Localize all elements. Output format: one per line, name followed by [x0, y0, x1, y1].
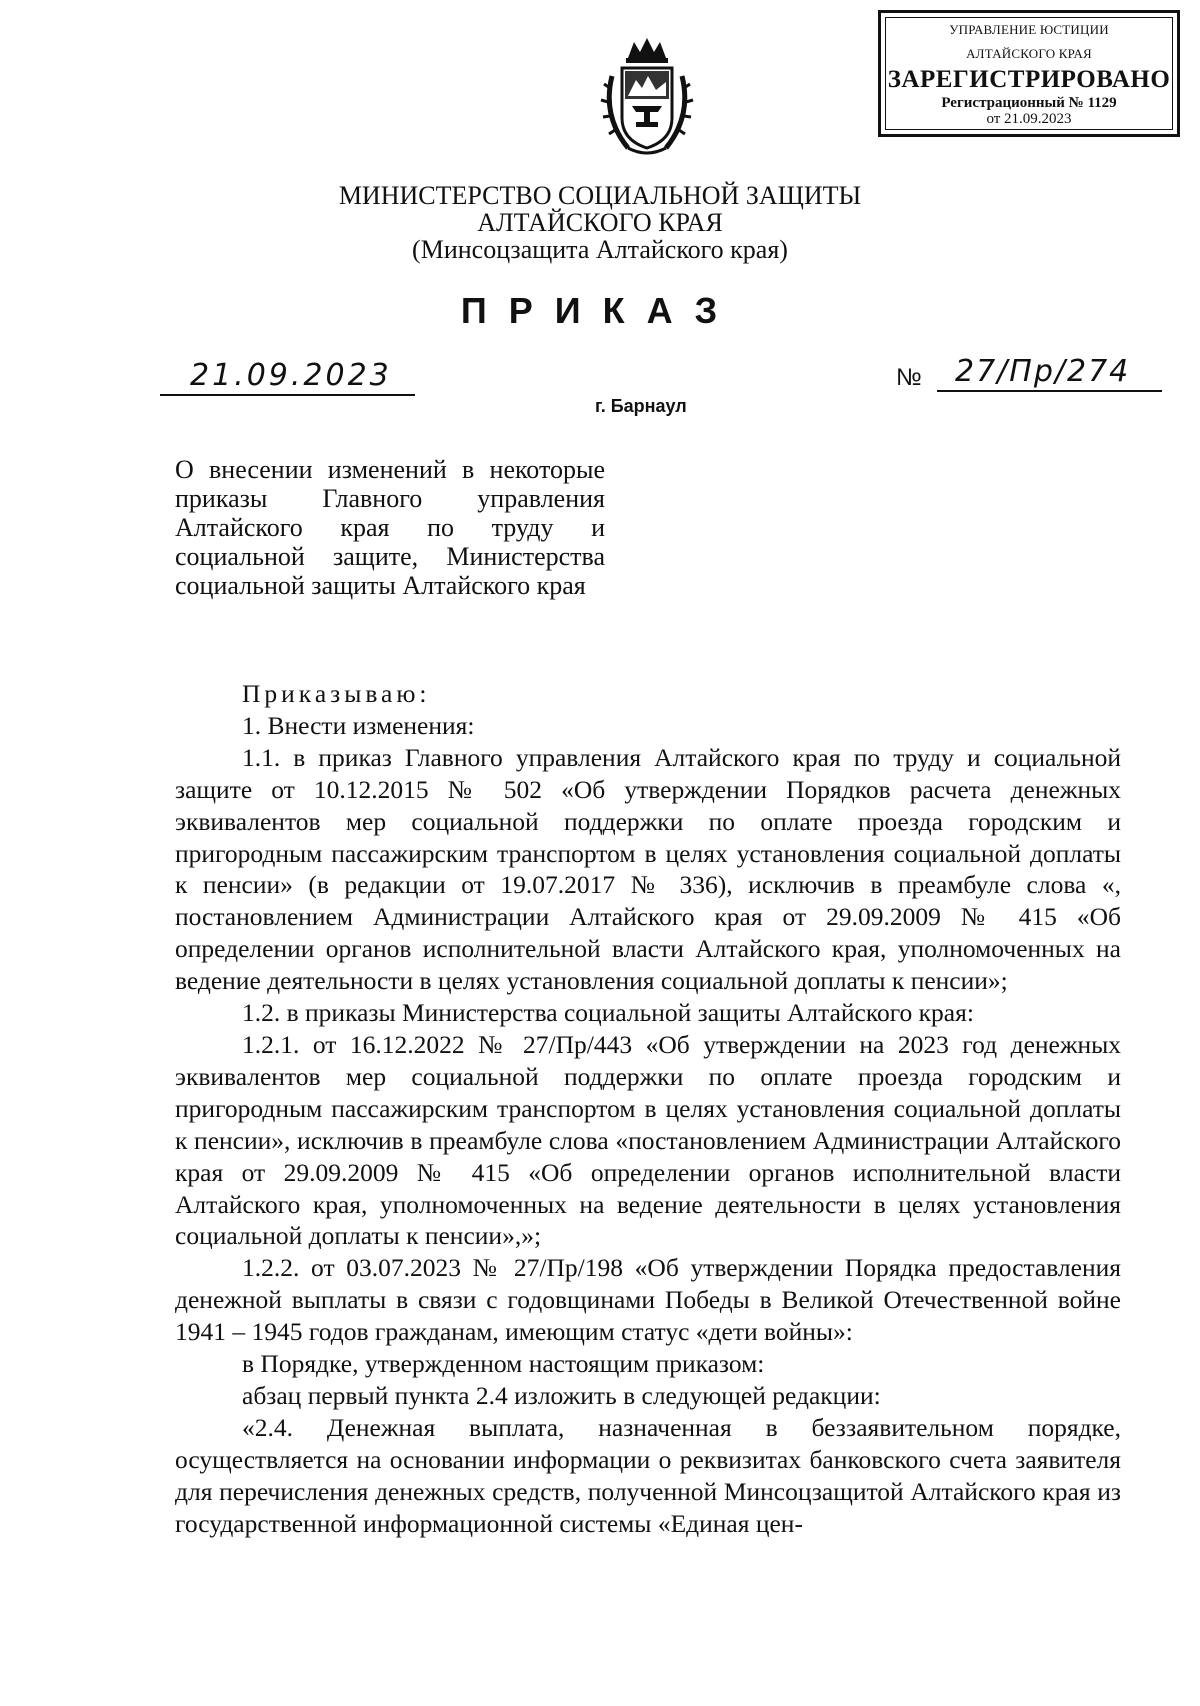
- order-body: [175, 678, 1121, 1539]
- date-underline: [160, 394, 415, 396]
- stamp-reg-date: от 21.09.2023: [986, 111, 1072, 127]
- body-paragraph: «2.4. Денежная выплата, назначенная в беззаявительном порядке, осуществляется на основании информации о реквизитах банковского счета заявителя для перечисления денежных средств, полученной Минсоцзащитой Алтайского края из государственной информационной системы «Единая цен-: [175, 1412, 1121, 1538]
- body-paragraph: Приказываю:: [242, 679, 431, 708]
- registration-stamp: [878, 10, 1180, 137]
- stamp-title: ЗАРЕГИСТРИРОВАНО: [887, 66, 1171, 93]
- stamp-inner-border: [885, 17, 1173, 130]
- body-paragraph: 1. Внести изменения:: [242, 710, 475, 740]
- stamp-dept-line1: УПРАВЛЕНИЕ ЮСТИЦИИ: [949, 22, 1109, 37]
- org-name-line1: МИНИСТЕРСТВО СОЦИАЛЬНОЙ ЗАЩИТЫ: [338, 181, 862, 210]
- org-short-name: (Минсоцзащита Алтайского края): [412, 235, 788, 264]
- number-label: №: [896, 364, 922, 391]
- body-paragraph: в Порядке, утвержденном настоящим приказом:: [242, 1349, 765, 1379]
- body-paragraph: 1.1. в приказ Главного управления Алтайского края по труду и социальной защите от 10.12.2015 № 502 «Об утверждении Порядков расчета денежных эквивалентов мер социальной поддержки по оплате проезда городским и пригородным пассажирским транспортом в целях установления социальной доплаты к пенсии» (в редакции от 19.07.2017 № 336), исключив в преамбуле слова «, постановлением Администрации Алтайского края от 29.09.2009 № 415 «Об определении органов исполнительной власти Алтайского края, уполномоченных на ведение деятельности в целях установления социальной доплаты к пенсии»;: [175, 742, 1121, 996]
- body-paragraph: 1.2. в приказы Министерства социальной защиты Алтайского края:: [242, 998, 974, 1028]
- org-name-line2: АЛТАЙСКОГО КРАЯ: [477, 208, 723, 237]
- handwritten-date: 21.09.2023: [190, 358, 392, 393]
- handwritten-number: 27/Пр/274: [955, 354, 1131, 389]
- city-name: г. Барнаул: [595, 396, 687, 416]
- number-underline: [937, 390, 1162, 392]
- order-subject: О внесении изменений в некоторые приказы Главного управления Алтайского края по труду и социальной защите, Министерства социальной защиты Алтайского края: [175, 455, 605, 600]
- body-paragraph: 1.2.1. от 16.12.2022 № 27/Пр/443 «Об утверждении на 2023 год денежных эквивалентов мер социальной поддержки по оплате проезда городским и пригородным пассажирским транспортом в целях установления социальной доплаты к пенсии», исключив в преамбуле слова «постановлением Администрации Алтайского края от 29.09.2009 № 415 «Об определении органов исполнительной власти Алтайского края, уполномоченных на ведение деятельности в целях установления социальной доплаты к пенсии»,»;: [175, 1029, 1121, 1251]
- stamp-dept-line2: АЛТАЙСКОГО КРАЯ: [966, 46, 1092, 61]
- stamp-reg-number: Регистрационный № 1129: [941, 95, 1117, 111]
- body-paragraph: абзац первый пункта 2.4 изложить в следующей редакции:: [242, 1380, 881, 1410]
- coat-of-arms-icon: [598, 36, 696, 158]
- body-paragraph: 1.2.2. от 03.07.2023 № 27/Пр/198 «Об утверждении Порядка предоставления денежной выплаты в связи с годовщинами Победы в Великой Отечественной войне 1941 – 1945 годов гражданам, имеющим статус «дети войны»:: [175, 1253, 1121, 1347]
- document-type-title: ПРИКАЗ: [460, 290, 740, 331]
